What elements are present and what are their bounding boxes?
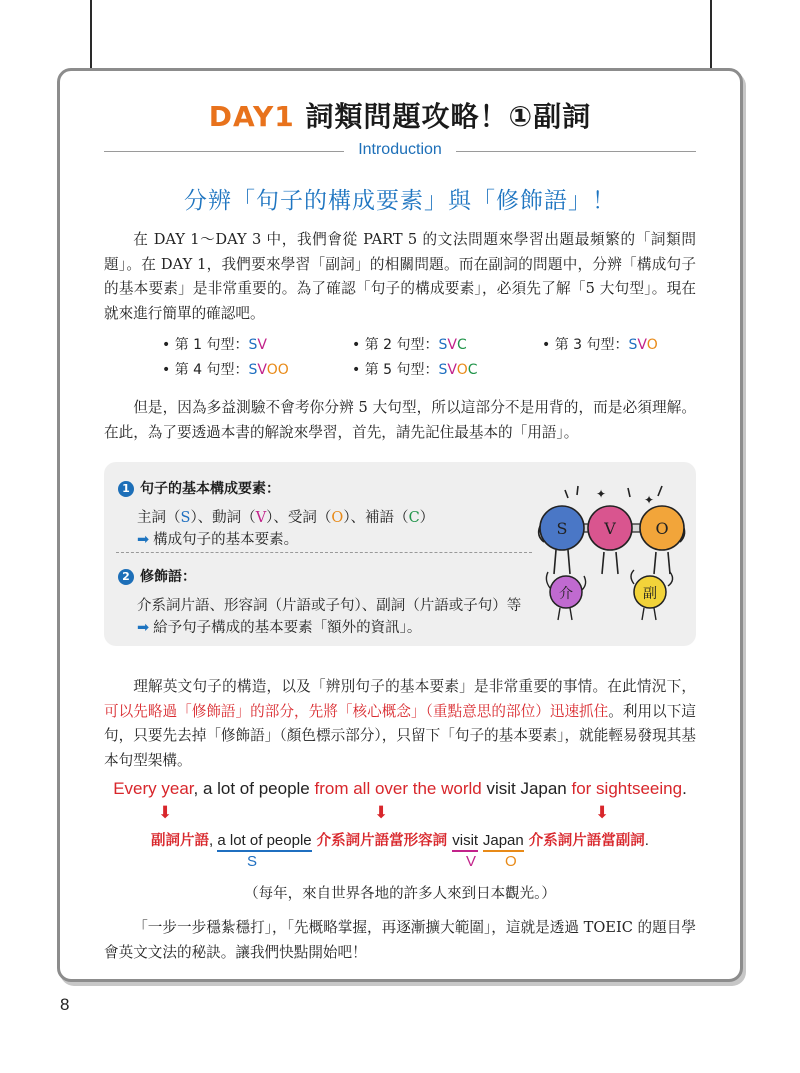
term-heading-basic: 1 句子的基本構成要素：: [118, 478, 280, 498]
pattern-4: • 第 4 句型：SVOO: [162, 362, 289, 378]
pattern-2: • 第 2 句型：SVC: [352, 337, 467, 353]
term-basic-desc: ➡ 構成句子的基本要素。: [137, 532, 299, 548]
page-title: [0, 95, 800, 135]
term-heading-modifier: 2 修飾語：: [118, 566, 196, 586]
sparkle-icon: ✦: [644, 493, 655, 507]
down-arrow-icon: ⬇: [595, 803, 610, 823]
title-text: 詞類問題攻略！①副詞: [294, 100, 592, 133]
subject-part: a lot of people: [217, 832, 311, 852]
divider-right: [456, 151, 696, 152]
char-s-label: S: [556, 519, 568, 538]
char-fu-label: 副: [643, 586, 657, 602]
term-modifier-desc: ➡ 給予句子構成的基本要素「額外的資訊」。: [137, 620, 422, 636]
down-arrow-icon: ⬇: [158, 803, 173, 823]
pattern-1: • 第 1 句型：SV: [162, 337, 267, 353]
translation: （每年，來自世界各地的許多人來到日本觀光。）: [244, 886, 556, 902]
number-1-icon: 1: [118, 481, 134, 497]
sparkle-icon: ✦: [596, 487, 607, 501]
example-sentence: Every year, a lot of people from all over the world visit Japan for sightseeing.: [113, 779, 687, 798]
term-basic-elements: 主詞（S）、動詞（V）、受詞（O）、補語（C）: [137, 510, 435, 526]
section-subtitle: 分辨「句子的構成要素」與「修飾語」！: [184, 188, 616, 214]
label-s: S: [247, 853, 258, 870]
paragraph-intro: 在 DAY 1～DAY 3 中，我們會從 PART 5 的文法問題來學習出題最頻繁的「詞類問題」。在 DAY 1，我們要來學習「副詞」的相關問題。而在副詞的問題中，分辨「構成句子的基本要素」是非常重要的。為了確認「句子的構成要素」，必須先了解「5 大句型」。現在就來進行簡單的確認吧。: [104, 231, 696, 322]
arrow-right-icon: ➡: [137, 532, 150, 548]
char-jie-label: 介: [559, 586, 573, 602]
char-v-label: V: [604, 519, 616, 538]
highlight-tip: 可以先略過「修飾語」的部分，先將「核心概念」（重點意思的部位）迅速抓住: [104, 702, 609, 720]
paragraph-terms: 但是，因為多益測驗不會考你分辨 5 大句型，所以這部分不是用背的，而是必須理解。在此，為了要透過本書的解說來學習，首先，請先記住最基本的「用語」。: [104, 399, 696, 441]
page-number: 8: [60, 995, 70, 1014]
label-v: V: [466, 853, 477, 870]
paragraph-closing: 「一步一步穩紮穩打」，「先概略掌握，再逐漸擴大範圍」，這就是透過 TOEIC 的題目學會英文文法的秘訣。讓我們快點開始吧！: [104, 919, 696, 961]
verb-part: visit: [452, 832, 478, 852]
intro-label: Introduction: [358, 141, 442, 158]
down-arrow-icon: ⬇: [374, 803, 389, 823]
pattern-5: • 第 5 句型：SVOC: [352, 362, 478, 378]
object-part: Japan: [483, 832, 524, 852]
svo-characters-illustration: [530, 480, 690, 630]
paragraph-structure: 理解英文句子的構造，以及「辨別句子的基本要素」是非常重要的事情。在此情況下，可以先略過「修飾語」的部分，先將「核心概念」（重點意思的部位）迅速抓住。利用以下這句，只要先去掉「修飾語」（顏色標示部分），只留下「句子的基本要素」，就能輕易發現其基本句型架構。: [104, 678, 696, 769]
arrow-right-icon: ➡: [137, 620, 150, 636]
term-modifier-types: 介系詞片語、形容詞（片語或子句）、副詞（片語或子句）等: [137, 598, 522, 614]
char-o-label: O: [655, 519, 669, 538]
box-divider: [116, 552, 532, 553]
number-2-icon: 2: [118, 569, 134, 585]
sentence-breakdown: 副詞片語, a lot of people 介系詞片語當形容詞 visit Japan 介系詞片語當副詞.: [0, 829, 800, 850]
pattern-3: • 第 3 句型：SVO: [542, 337, 658, 353]
label-o: O: [505, 853, 517, 870]
title-day: DAY1: [208, 100, 295, 133]
